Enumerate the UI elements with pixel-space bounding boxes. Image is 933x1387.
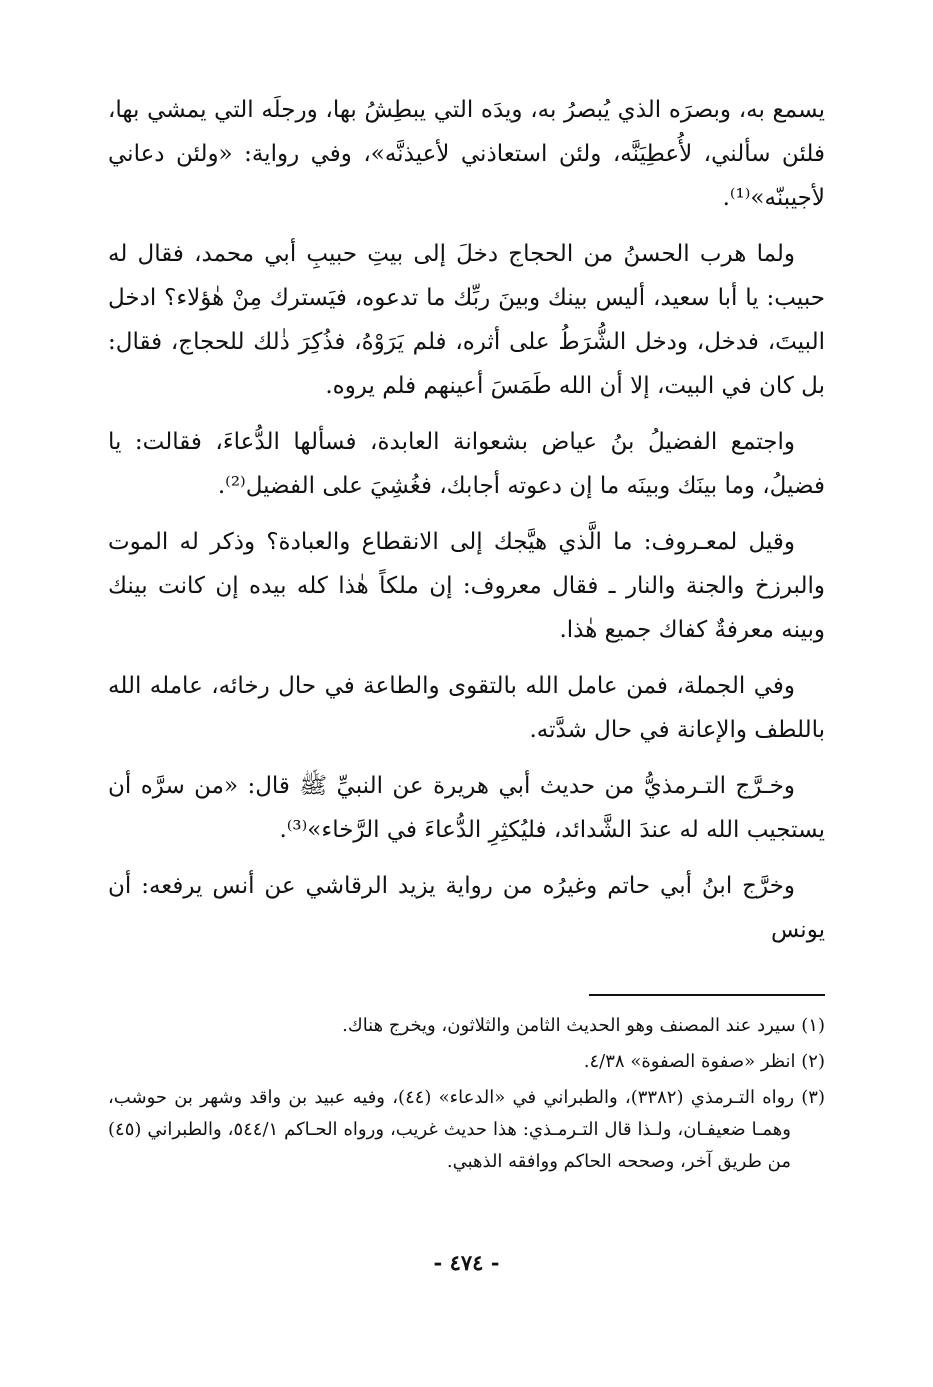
paragraph-4: وقيل لمعـروف: ما الَّذي هيَّجك إلى الانقطاع والعبادة؟ وذكر له الموت والبرزخ والجنة والنار ـ فقال معروف: إن ملكاً هٰذا كله بيده إن كانت بينك وبينه معرفةٌ كفاك جميع هٰذا.	[108, 529, 825, 643]
footnote-1: (١) سيرد عند المصنف وهو الحديث الثامن والثلاثون، ويخرج هناك.	[342, 1015, 825, 1036]
footnote-3: (٣) رواه التـرمذي (٣٣٨٢)، والطبراني في «الدعاء» (٤٤)، وفيه عبيد بن واقد وشهر بن حوشب، وهمـا ضعيفـان، ولـذا قال التـرمـذي: هذا حديث غريب، ورواه الحـاكم ٥٤٤/١، والطبراني (٤٥) من طريق آخر، وصححه الحاكم ووافقه الذهبي.	[108, 1087, 825, 1172]
footnote-2: (٢) انظر «صفوة الصفوة» ٤/٣٨.	[583, 1051, 825, 1072]
page-number: - ٤٧٤ -	[433, 1250, 500, 1275]
footnote-separator-wrap	[108, 964, 825, 1010]
footnote-separator	[589, 994, 825, 996]
paragraph-6: وخـرَّج التـرمذيُّ من حديث أبي هريرة عن النبيِّ ﷺ قال: «من سرَّه أن يستجيب الله له عندَ الشَّدائد، فليُكثِرِ الدُّعاءَ في الرَّخاء»⁽³⁾.	[108, 773, 825, 843]
paragraph-3: واجتمع الفضيلُ بنُ عياض بشعوانة العابدة، فسألها الدُّعاءَ، فقالت: يا فضيلُ، وما بينَك وبينَه ما إن دعوته أجابك، فغُشِيَ على الفضيل⁽²⁾.	[108, 429, 825, 499]
main-text	[108, 88, 825, 952]
paragraph-2: ولما هرب الحسنُ من الحجاج دخلَ إلى بيتِ حبيبِ أبي محمد، فقال له حبيب: يا أبا سعيد، أليس بينك وبينَ ربِّك ما تدعوه، فيَسترك مِنْ هٰؤلاء؟ ادخل البيتَ، فدخل، ودخل الشُّرَطُ على أثره، فلم يَرَوْهُ، فذُكِرَ ذٰلك للحجاج، فقال: بل كان في البيت، إلا أن الله طَمَسَ أعينهم فلم يروه.	[108, 241, 825, 399]
footnotes	[108, 1010, 825, 1178]
paragraph-1: يسمع به، وبصرَه الذي يُبصرُ به، ويدَه التي يبطِشُ بها، ورجلَه التي يمشي بها، فلئن سألني، لأُعطِيَنَّه، ولئن استعاذني لأعيذنَّه»، وفي رواية: «ولئن دعاني لأجيبنّه»⁽¹⁾.	[108, 97, 825, 211]
paragraph-7: وخرَّج ابنُ أبي حاتم وغيرُه من رواية يزيد الرقاشي عن أنس يرفعه: أن يونس	[108, 873, 825, 943]
page	[108, 88, 825, 1347]
paragraph-5: وفي الجملة، فمن عامل الله بالتقوى والطاعة في حال رخائه، عامله الله باللطف والإعانة في حال شدَّته.	[108, 673, 825, 743]
